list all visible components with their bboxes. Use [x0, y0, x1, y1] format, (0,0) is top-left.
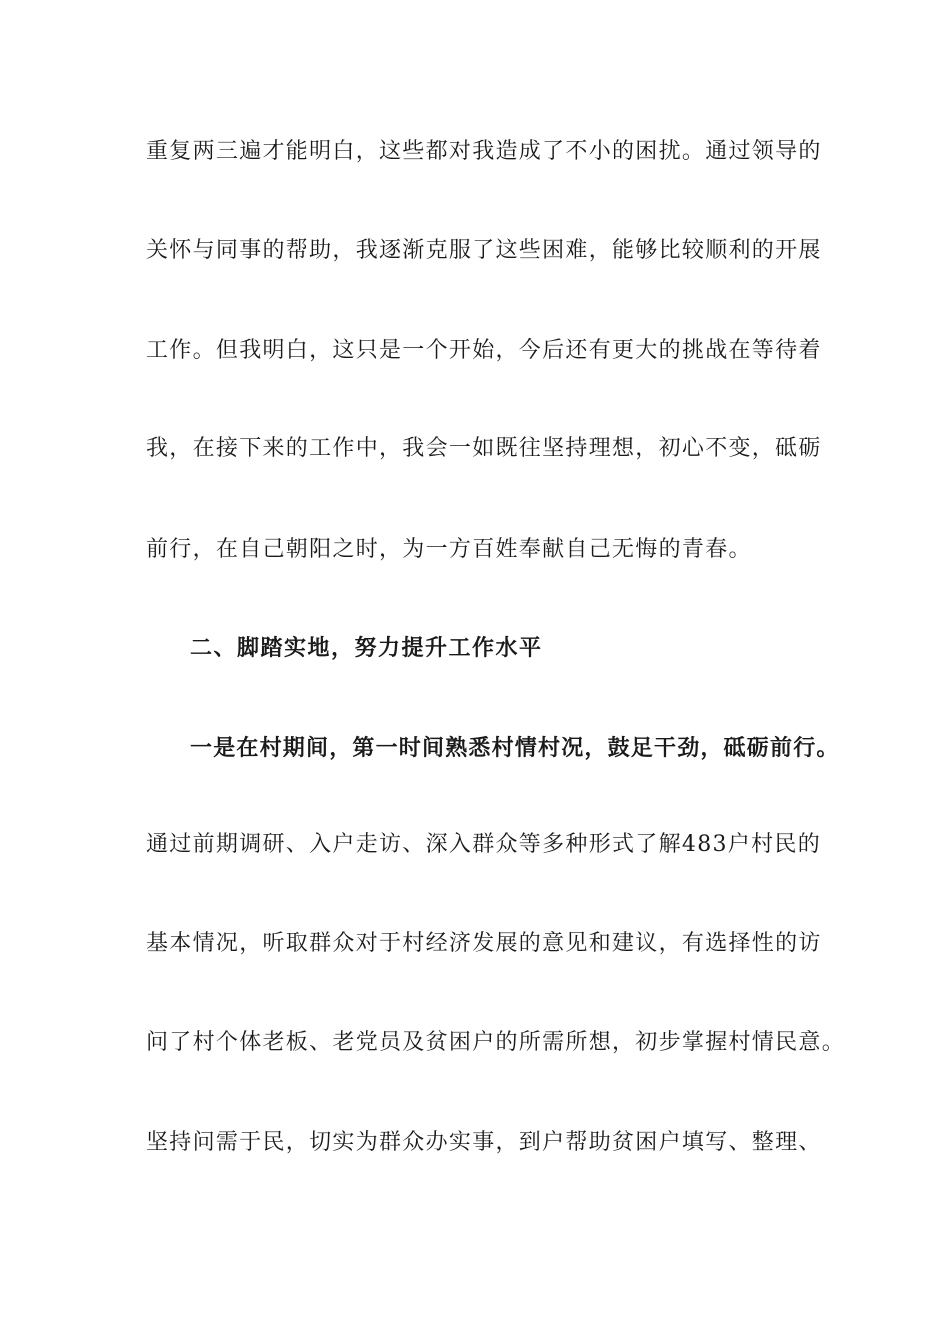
subheading: 一是在村期间，第一时间熟悉村情村况，鼓足干劲，砥砺前行。: [190, 735, 840, 761]
body-text-line: 重复两三遍才能明白，这些都对我造成了不小的困扰。通过领导的: [146, 139, 822, 164]
section-heading: 二、脚踏实地，努力提升工作水平: [190, 635, 543, 661]
body-text-line: 坚持问需于民，切实为群众办实事，到户帮助贫困户填写、整理、: [146, 1130, 822, 1155]
body-text-line: 前行，在自己朝阳之时，为一方百姓奉献自己无悔的青春。: [146, 537, 752, 562]
body-text-line: 我，在接下来的工作中，我会一如既往坚持理想，初心不变，砥砺: [146, 436, 822, 461]
body-text-line: 问了村个体老板、老党员及贫困户的所需所想，初步掌握村情民意。: [146, 1030, 846, 1055]
body-text-line: 通过前期调研、入户走访、深入群众等多种形式了解483户村民的: [146, 832, 821, 857]
body-text-line: 关怀与同事的帮助，我逐渐克服了这些困难，能够比较顺利的开展: [146, 238, 822, 263]
body-text-line: 基本情况，听取群众对于村经济发展的意见和建议，有选择性的访: [146, 931, 822, 956]
body-text-line: 工作。但我明白，这只是一个开始，今后还有更大的挑战在等待着: [146, 338, 822, 363]
